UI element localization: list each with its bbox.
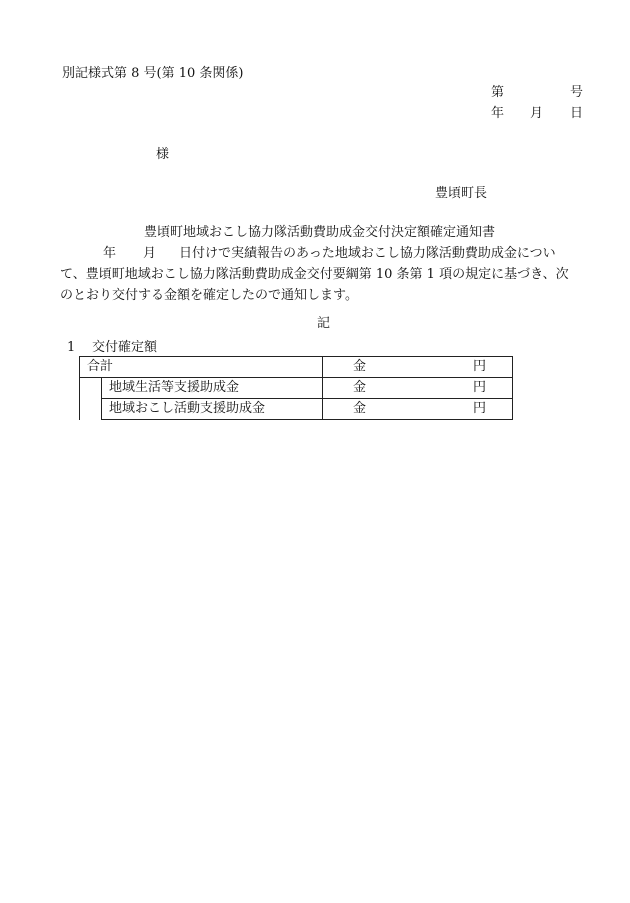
body-line-2: て、豊頃町地域おこし協力隊活動費助成金交付要綱第 10 条第 1 項の規定に基づき、次 xyxy=(60,267,569,282)
section-title: 交付確定額 xyxy=(92,340,158,355)
doc-number-suffix: 号 xyxy=(570,85,584,100)
row-currency-prefix: 金 xyxy=(353,401,367,416)
table-indent-cell xyxy=(80,378,102,420)
table-row-total xyxy=(80,357,513,378)
table-row xyxy=(80,399,513,420)
form-identifier: 別記様式第 8 号(第 10 条関係) xyxy=(62,66,244,81)
total-amount-cell xyxy=(323,357,513,378)
row-label-life-support: 地域生活等支援助成金 xyxy=(102,378,323,399)
row-currency-prefix: 金 xyxy=(353,380,367,395)
body-line-1: 日付けで実績報告のあった地域おこし協力隊活動費助成金につい xyxy=(179,246,556,261)
body-month-label: 月 xyxy=(143,246,157,261)
row-amount-activity-support xyxy=(323,399,513,420)
row-currency-unit: 円 xyxy=(473,380,487,395)
body-line-3: のとおり交付する金額を確定したので通知します。 xyxy=(60,288,358,303)
issuer-name: 豊頃町長 xyxy=(435,186,488,201)
row-currency-unit: 円 xyxy=(473,401,487,416)
row-amount-life-support xyxy=(323,378,513,399)
ki-heading: 記 xyxy=(317,316,331,331)
total-currency-prefix: 金 xyxy=(353,359,367,374)
doc-number-prefix: 第 xyxy=(491,85,505,100)
document-title: 豊頃町地域おこし協力隊活動費助成金交付決定額確定通知書 xyxy=(144,225,496,240)
amount-table xyxy=(79,356,513,420)
body-year-label: 年 xyxy=(103,246,117,261)
date-month-label: 月 xyxy=(530,106,544,121)
addressee-suffix: 様 xyxy=(156,147,170,162)
total-currency-unit: 円 xyxy=(473,359,487,374)
date-year-label: 年 xyxy=(491,106,505,121)
total-label: 合計 xyxy=(80,357,323,378)
date-day-label: 日 xyxy=(570,106,584,121)
table-row xyxy=(80,378,513,399)
section-number: 1 xyxy=(67,340,76,355)
row-label-activity-support: 地域おこし活動支援助成金 xyxy=(102,399,323,420)
